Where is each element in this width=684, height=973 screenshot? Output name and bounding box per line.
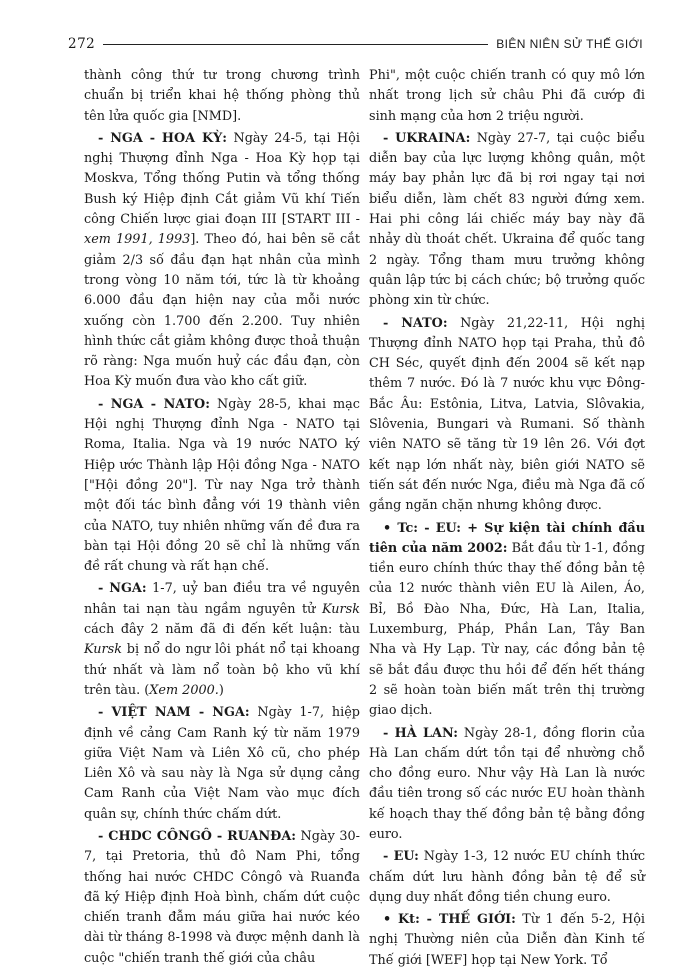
bullet-icon: •	[383, 912, 392, 928]
entry-heading: - NATO:	[383, 315, 448, 331]
page-header	[68, 34, 643, 54]
paragraph-continued	[369, 66, 645, 127]
entry-text: Ngày 24-5, tại Hội nghị Thượng đỉnh Nga - Hoa Kỳ họp tại Moskva, Tổng thống Putin và tổng thống Bush ký Hiệp định Cắt giảm Vũ khí Tiến công Chiến lược giai đoạn III [START III -	[84, 130, 360, 228]
entry-heading: - HÀ LAN:	[383, 725, 458, 741]
page-number: 272	[68, 36, 96, 52]
entry-kt-the-gioi	[369, 910, 645, 971]
entry-crossref: xem 1991, 1993	[84, 232, 191, 248]
entry-text: Ngày 27-7, tại cuộc biểu diễn bay của lực lượng không quân, một máy bay phản lực đã bị rơi ngay tại nơi biểu diễn, làm chết 83 người đứng xem. Hai phi công lái chiếc máy bay này đã nhảy dù thoát chết. Ukraina để quốc tang 2 ngày. Tổng tham mưu trưởng không quân lập tức bị cách chức; bộ trưởng quốc phòng xin từ chức.	[369, 130, 646, 309]
running-title: BIÊN NIÊN SỬ THẾ GIỚI	[496, 37, 643, 51]
entry-text: Bắt đầu từ 1-1, đồng tiền euro chính thức thay thế đồng bản tệ của 12 nước thành viên EU là Ailen, Áo, Bỉ, Bồ Đào Nha, Đức, Hà Lan, Italia, Luxemburg, Pháp, Phần Lan, Tây Ban Nha và Hy Lạp. Từ nay, các đồng bản tệ sẽ bắt đầu được thu hồi để đến hết tháng 2 sẽ hoàn toàn biến mất trên thị trường giao dịch.	[369, 540, 645, 719]
entry-heading: - NGA - NATO:	[98, 396, 210, 412]
entry-heading: Kt: - THẾ GIỚI:	[391, 912, 516, 928]
entry-nga	[84, 579, 360, 701]
entry-heading: - NGA - HOA KỲ:	[98, 130, 227, 146]
ship-name: Kursk	[84, 642, 122, 658]
entry-nato	[369, 314, 645, 517]
entry-eu	[369, 847, 645, 908]
paragraph-text: Phi", một cuộc chiến tranh có quy mô lớn nhất trong lịch sử châu Phi đã cướp đi sinh mạng của hơn 2 triệu người.	[369, 68, 645, 124]
entry-heading: - EU:	[383, 849, 419, 865]
entry-ukraina	[369, 129, 645, 312]
entry-text: Ngày 28-1, đồng florin của Hà Lan chấm dứt tồn tại để nhường chỗ cho đồng euro. Như vậy Hà Lan là nước đầu tiên trong số các nước EU hoàn thành kế hoạch thay thế đồng bản tệ bằng đồng euro.	[369, 725, 646, 842]
entry-heading: - NGA:	[98, 581, 147, 597]
entry-heading: - CHDC CÔNGÔ - RUANĐA:	[98, 828, 296, 844]
entry-text: Ngày 28-5, khai mạc Hội nghị Thượng đỉnh Nga - NATO tại Roma, Italia. Nga và 19 nước NATO ký Hiệp ước Thành lập Hội đồng Nga - NATO ["Hội đồng 20"]. Từ nay Nga trở thành một đối tác bình đẳng với 19 thành viên của NATO, tuy nhiên những vấn đề đưa ra bàn tại Hội đồng 20 sẽ chỉ là những vấn đề rất chung và rất hạn chế.	[84, 396, 360, 575]
entry-text: Ngày 1-3, 12 nước EU chính thức chấm dứt lưu hành đồng bản tệ để sử dụng duy nhất đồng tiền chung euro.	[369, 849, 645, 905]
entry-text: Ngày 30-7, tại Pretoria, thủ đô Nam Phi, tổng thống hai nước CHDC Côngô và Ruanđa đã ký Hiệp định Hoà bình, chấm dứt cuộc chiến tranh đẫm máu giữa hai nước kéo dài từ tháng 8-1998 và được mệnh danh là cuộc "chiến tranh thế giới của châu	[84, 828, 360, 966]
entry-text: Ngày 21,22-11, Hội nghị Thượng đỉnh NATO họp tại Praha, thủ đô CH Séc, quyết định đến 2004 sẽ kết nạp thêm 7 nước. Đó là 7 nước khu vực Đông-Bắc Âu: Estônia, Litva, Latvia, Slôvakia, Slôvenia, Bungari và Rumani. Số thành viên NATO sẽ tăng từ 19 lên 26. Với đợt kết nạp lớn nhất này, biên giới NATO sẽ tiến sát đến nước Nga, điều mà Nga đã cố gắng ngăn chặn nhưng không được.	[369, 315, 645, 514]
header-rule	[103, 44, 488, 45]
entry-text: Từ 1 đến 5-2, Hội nghị Thường niên của Diễn đàn Kinh tế Thế giới [WEF] họp tại New York. Tổ	[369, 912, 645, 968]
entry-text: bị nổ do ngư lôi phát nổ tại khoang thứ nhất và làm nổ toàn bộ kho vũ khí trên tàu. (	[84, 642, 360, 698]
entry-text: 1-7, uỷ ban điều tra về nguyên nhân tai nạn tàu ngầm nguyên tử	[84, 581, 361, 617]
entry-text: ]. Theo đó, hai bên sẽ cắt giảm 2/3 số đầu đạn hạt nhân của mình trong vòng 10 năm tới, tức là từ khoảng 6.000 đầu đạn hiện nay của mỗi nước xuống còn 1.700 đến 2.200. Tuy nhiên hình thức cắt giảm không được thoả thuận rõ ràng: Nga muốn huỷ các đầu đạn, còn Hoa Kỳ muốn đưa vào kho cất giữ.	[84, 232, 360, 390]
left-column	[84, 66, 360, 971]
entry-heading: - VIỆT NAM - NGA:	[98, 705, 250, 721]
entry-ha-lan	[369, 724, 645, 846]
entry-tc-eu	[369, 519, 645, 722]
entry-heading: - UKRAINA:	[383, 130, 471, 146]
paragraph-continued	[84, 66, 360, 127]
paragraph-text: thành công thứ tư trong chương trình chuẩn bị triển khai hệ thống phòng thủ tên lửa quốc gia [NMD].	[84, 68, 360, 124]
entry-crossref: Xem 2000.	[149, 682, 219, 698]
entry-nga-nato	[84, 395, 360, 578]
entry-text: )	[218, 682, 224, 698]
entry-text: Ngày 1-7, hiệp định về cảng Cam Ranh ký từ năm 1979 giữa Việt Nam và Liên Xô cũ, cho phép Liên Xô và sau này là Nga sử dụng cảng Cam Ranh của Việt Nam vào mục đích quân sự, chính thức chấm dứt.	[84, 705, 360, 822]
right-column	[369, 66, 645, 973]
ship-name: Kursk	[322, 601, 360, 617]
entry-text: cách đây 2 năm đã đi đến kết luận: tàu	[84, 622, 360, 638]
entry-viet-nam-nga	[84, 703, 360, 825]
entry-chdc-congo-ruanda	[84, 827, 360, 969]
entry-nga-hoa-ky	[84, 129, 360, 393]
bullet-icon: •	[383, 520, 392, 536]
entry-heading: Tc: - EU: + Sự kiện tài chính đầu tiên của năm 2002:	[369, 520, 645, 556]
